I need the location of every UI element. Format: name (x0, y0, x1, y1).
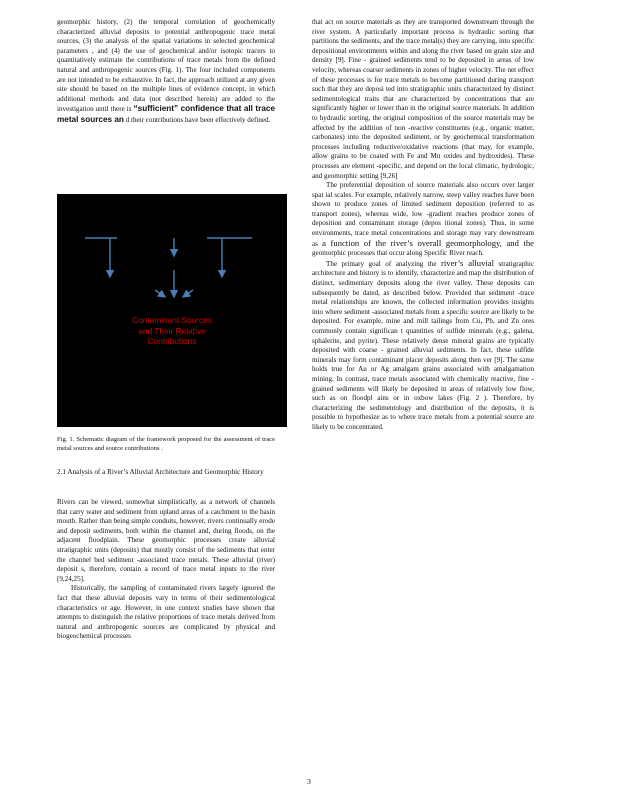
left-top-text: geomorphic history, (2) the temporal correlation of geochemically characterized alluvial deposits to potential anthropogenic trace metal sources, (3) the analysis of the spatial variations in selected geochemical parameters , and (4) the use of geochemical and/or isotopic tracers to quantitatively estimate the contributions of trace metals from the defined natural and anthropogenic sources (Fig. 1). The four included components are not intended to be exhaustive. In fact, the approach utilized at any given site should be based on the multiple lines of evidence concept, in which additional methods and data (not described herein) are added to the investigation until there is (57, 18, 275, 114)
right-paragraph-3-rest: stratigraphic architecture and history is to identify, characterize and map the distribution of distinct, sedimentary deposits along the river valley. These deposits can subsequently be dated, as described below. Provided that sediment -trace metal relationships are known, the collected information provides insights into where sediment -associated metals from a specific source are likely to be deposited. For example, mine and mill tailings from Cu, Pb, and Zn ores commonly contain significan t quantities of sulfide minerals (e.g., galena, sphalerite, and pyrite). These relatively dense mineral grains are typically deposited with coarse - grained alluvial sediments. In fact, these sulfide minerals may form contaminant placer deposits along then ver [9]. The same holds true for Au or Ag amalgam grains associated with amalgamation mining. In contrast, trace metals associated with chemically reactive, fine -grained sediments will likely be deposited in areas of relatively low flow, such as on floodpl ains or in oxbow lakes (Fig. 2 ). Therefore, by characterizing the sedimentology and distribution of the deposits, it is possible to hypothesize as to where trace metals from a potential source are likely to be concentrated. (312, 259, 534, 431)
right-column (312, 18, 534, 433)
left-body-paragraph-1: Rivers can be viewed, somewhat simplistically, as a network of channels that carry water and sediment from upland areas of a catchment to the basin mouth. Rather than being simple conduits, however, rivers continually erode and deposit sediments, both within the channel and, during floods, on the adjacent floodplain. These geomorphic processes create alluvial stratigraphic units (deposits) that mostly consist of the sediments that enter the channel bed sediment -associated trace metals. These alluvial (river) deposit s, therefore, contain a record of trace metal inputs to the river [9,24,25]. (57, 498, 275, 583)
arrow-diag-left (155, 290, 165, 297)
figure-1 (57, 194, 287, 427)
figure-label-line-2: and Their Relative (138, 325, 206, 336)
right-paragraph-3-start: The primary goal of analyzing the (326, 259, 437, 268)
right-paragraph-2-tail: geomorphic processes that occur along Specific River reach. (312, 249, 484, 258)
right-paragraph-3-emphasis: river’s alluvial (441, 257, 494, 268)
figure-label-line-3: Contributions (147, 336, 197, 346)
figure-label-line-1: Contaminant Sources (132, 315, 212, 325)
figure-label (57, 315, 287, 347)
right-paragraph-2-text: The preferential deposition of source materials also occurs over larger spat ial scales. For example, relatively narrow, steep valley reaches have been shown to produce zones of limited sediment deposition (referred to as transport zones), whereas wide, low -gradient reaches produce zones of deposition and contaminant storage (depos itional zones). Thus, in some environments, trace metal concentrations and storage may vary downstream as (312, 181, 534, 248)
left-top-tail: d their contributions have been effectively defined. (125, 115, 271, 124)
right-paragraph-2-emphasis: a function of the river’s overall geomorphology, and the (322, 237, 534, 248)
right-paragraph-1: that act on source materials as they are transported downstream through the river system. A particularly important process is hydraulic sorting that partitions the sediments, and the trace metal(s) they are carrying, into specific depositional environments within and along the river based on grain size and density [9]. Fine - grained sediments tend to be deposited in areas of low velocity, whereas coarser sediments in zones of higher velocity. The net effect of these processes is for trace metals to become partitioned during transport such that they are deposi ted into stratigraphic units characterized by distinct sedimentological traits that are characterized by concentrations that are significantly higher or lower than in the original source materials. In addition to hydraulic sorting, the original composition of the source materials may be affected by the addition of non -reactive constituents (e.g., organic matter, carbonates) into the deposited sediment, or by geochemical transformation processes including reductive/oxidative reactions (that may, for example, allow grains to be coated with Fe and Mn oxides and hydroxides). These processes are element -specific, and depend on the local climatic, hydrologic, and geomorphic setting [9,26] (312, 18, 534, 180)
left-body-paragraph-2: Historically, the sampling of contaminated rivers largely ignored the fact that these alluvial deposits vary in terms of their sedimentological characteristics or age. However, in one context studies have shown that attempts to distinguish the relative proportions of trace metals derived from natural and anthropogenic sources are complicated by physical and biogeochemical processes (57, 584, 275, 641)
figure-caption: Fig. 1. Schematic diagram of the framework proposed for the assessment of trace metal sources and source contributions . (57, 436, 275, 452)
left-column-top (57, 18, 275, 126)
right-paragraph-2 (312, 181, 534, 259)
section-heading: 2.1 Analysis of a River’s Alluvial Architecture and Geomorphic History (57, 468, 264, 476)
arrow-diag-right (183, 290, 193, 297)
left-top-emphasis: “sufficient” confidence that all trace metal sources an (57, 104, 275, 124)
left-column-body (57, 498, 275, 642)
right-paragraph-3 (312, 259, 534, 433)
page-number: 3 (307, 777, 311, 786)
framework-arrows (57, 194, 287, 427)
